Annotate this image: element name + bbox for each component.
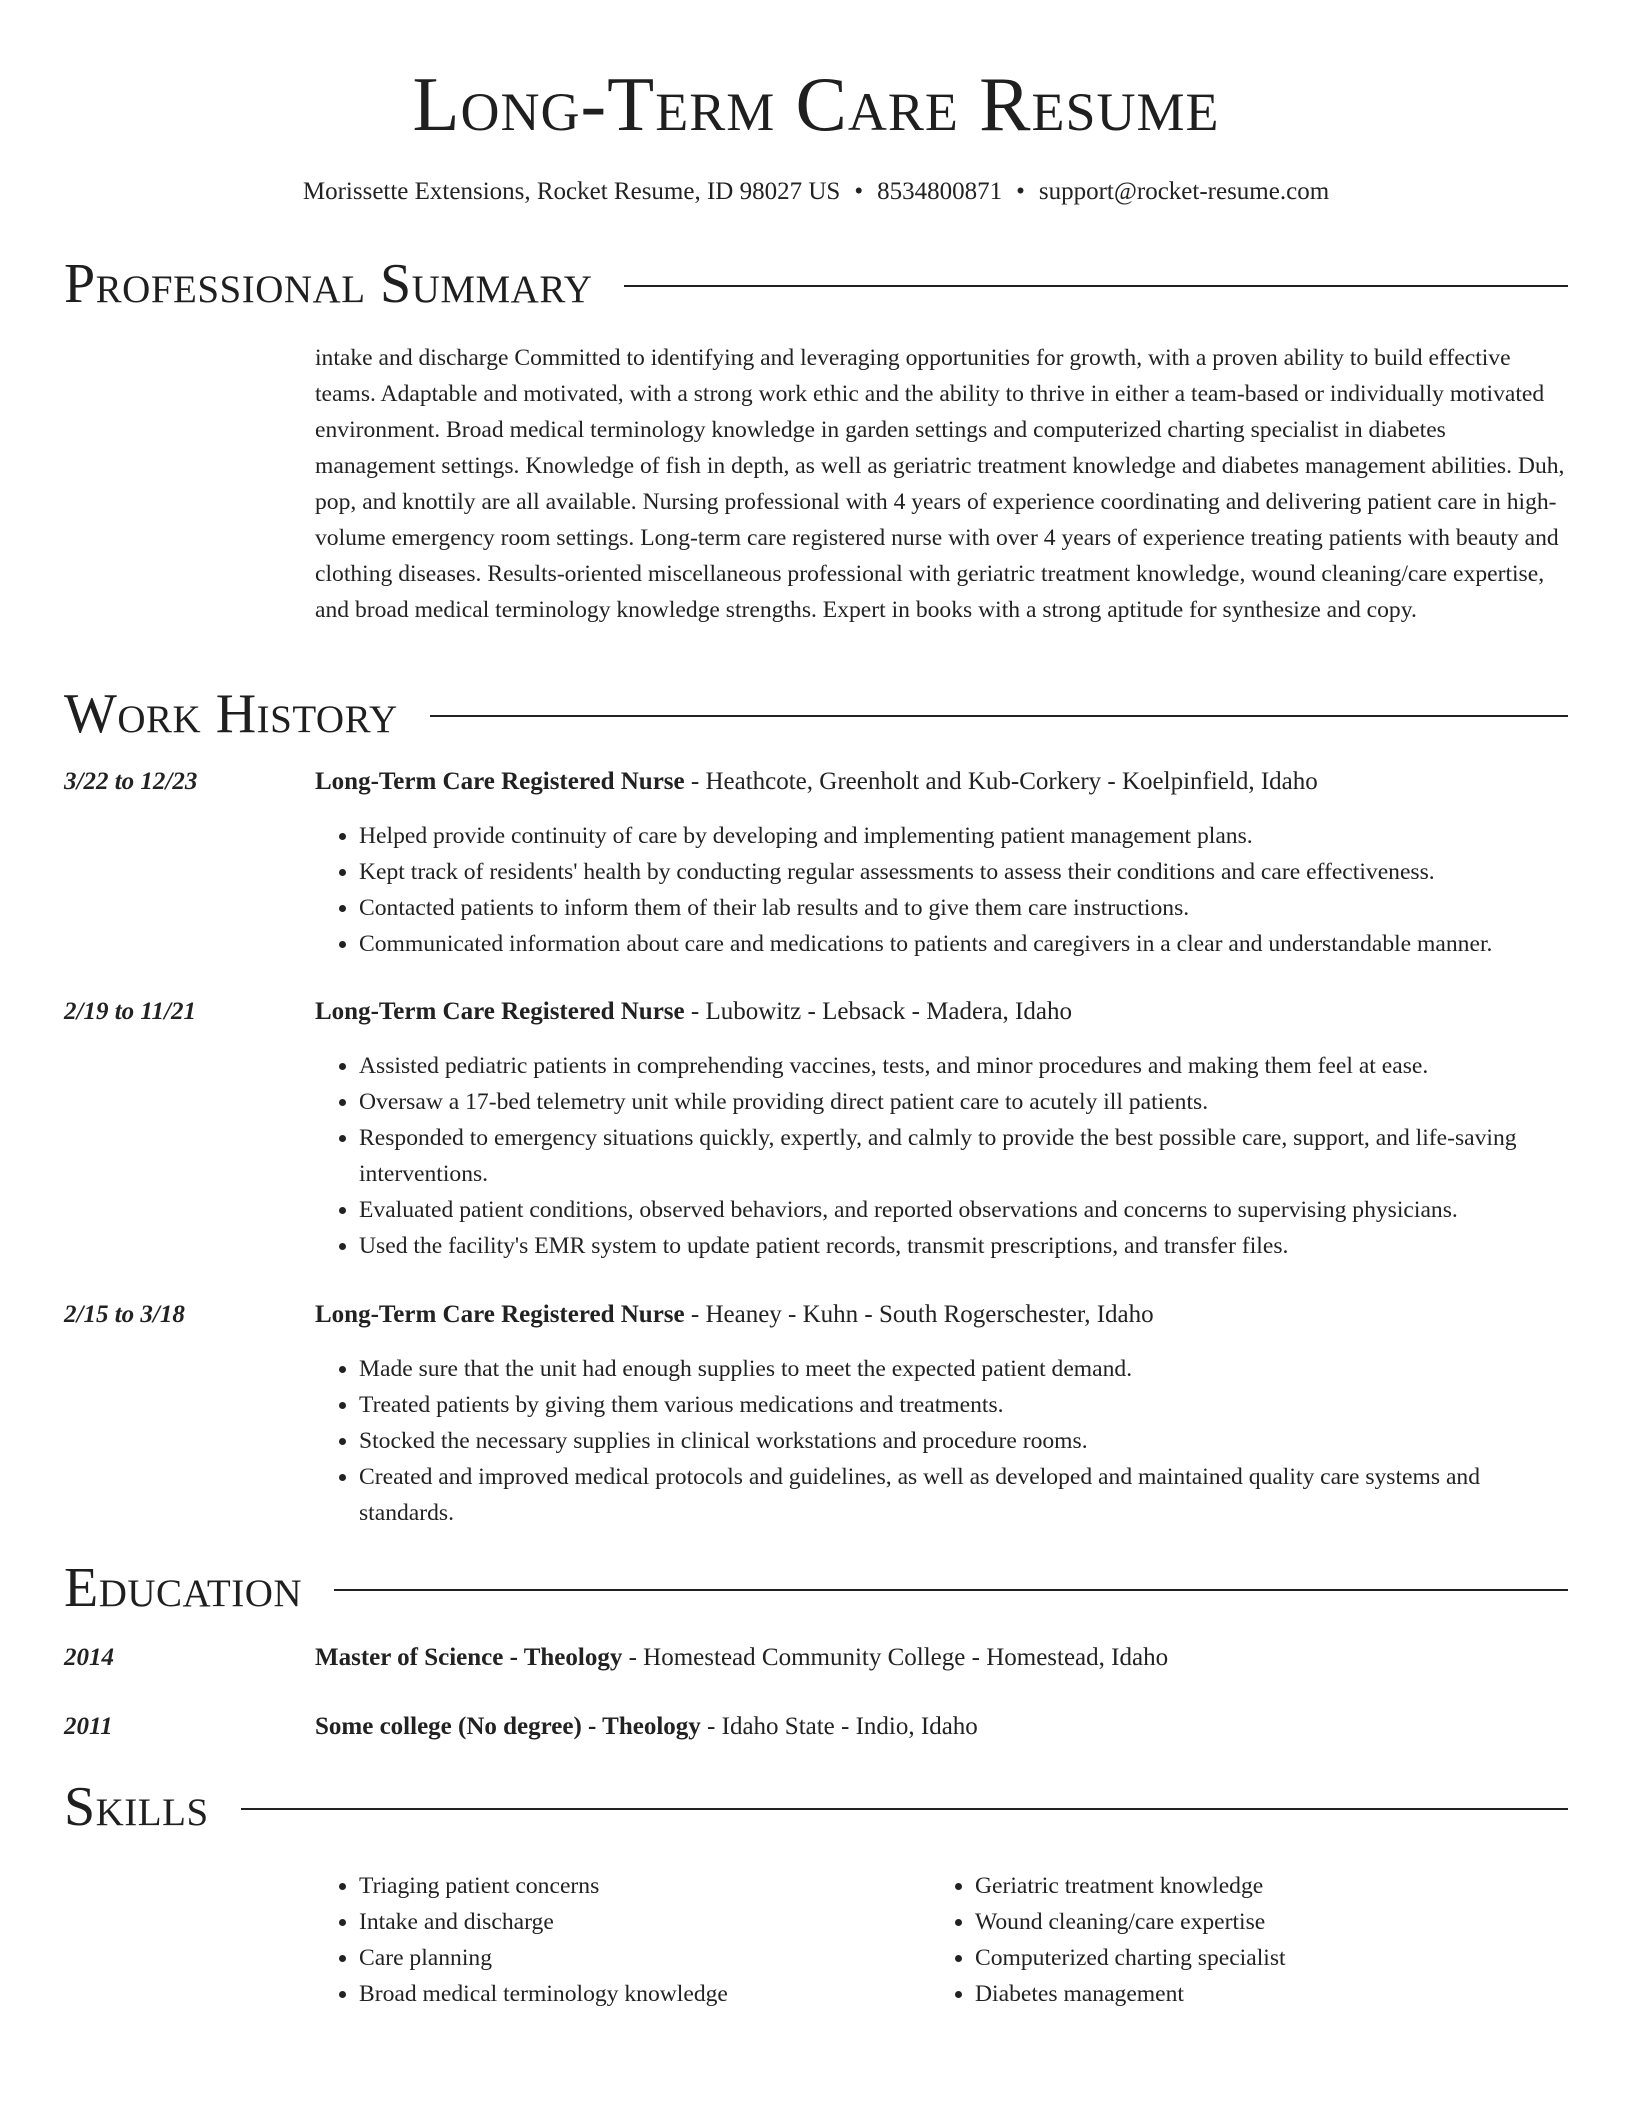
summary-heading: Professional Summary (64, 253, 593, 315)
job-bullet: • Treated patients by giving them various medications and treatments. (359, 1387, 1569, 1423)
skill-item: • Triaging patient concerns (359, 1868, 919, 1904)
job-bullet: • Evaluated patient conditions, observed behaviors, and reported observations and concerns to supervising physicians. (359, 1192, 1569, 1228)
contact-line (64, 176, 1568, 208)
job-employer: - Heaney - Kuhn - South Rogerschester, Idaho (684, 1301, 1154, 1328)
education-heading-line (315, 1709, 1569, 1745)
contact-separator: • (854, 178, 864, 205)
job-bullet: • Used the facility's EMR system to update patient records, transmit prescriptions, and transfer files. (359, 1228, 1569, 1264)
skills-column (359, 1868, 919, 2012)
skill-item: • Diabetes management (975, 1976, 1535, 2012)
resume-title: Long-Term Care Resume (412, 61, 1220, 147)
job-dates: 2/19 to 11/21 (64, 998, 196, 1025)
job-employer: - Heathcote, Greenholt and Kub-Corkery - Koelpinfield, Idaho (684, 768, 1318, 795)
contact-phone: 8534800871 (877, 178, 1003, 205)
job-heading (315, 1297, 1569, 1333)
section-divider (624, 285, 1568, 287)
skill-item: • Intake and discharge (359, 1904, 919, 1940)
job-bullet: • Created and improved medical protocols and guidelines, as well as developed and maintained quality care systems and standards. (359, 1459, 1569, 1531)
work-heading: Work History (64, 683, 398, 745)
summary-section-header (64, 252, 1568, 316)
education-section-header (64, 1556, 1568, 1620)
resume-page (64, 0, 1568, 2112)
education-school: - Homestead Community College - Homestead, Idaho (622, 1644, 1169, 1671)
job-bullet: • Stocked the necessary supplies in clinical workstations and procedure rooms. (359, 1423, 1569, 1459)
job-bullets (359, 1351, 1569, 1531)
education-degree: Some college (No degree) - Theology (315, 1713, 701, 1740)
contact-email: support@rocket-resume.com (1038, 178, 1330, 205)
job-dates: 3/22 to 12/23 (64, 768, 198, 795)
job-bullet: • Kept track of residents' health by conducting regular assessments to assess their conditions and care effectiveness. (359, 854, 1569, 890)
education-heading-line (315, 1640, 1569, 1676)
skills-heading: Skills (64, 1776, 209, 1838)
job-bullet: • Oversaw a 17-bed telemetry unit while providing direct patient care to acutely ill patients. (359, 1084, 1569, 1120)
contact-separator: • (1016, 178, 1025, 205)
skill-item: • Broad medical terminology knowledge (359, 1976, 919, 2012)
skill-item: • Wound cleaning/care expertise (975, 1904, 1535, 1940)
education-school: - Idaho State - Indio, Idaho (700, 1713, 978, 1740)
job-bullets (359, 1048, 1569, 1264)
section-divider (334, 1589, 1568, 1591)
summary-text: intake and discharge Committed to identifying and leveraging opportunities for growth, with a proven ability to build effective teams. Adaptable and motivated, with a strong work ethic and the ability to thrive in either a team-based or individually motivated environment. Broad medical terminology knowledge in garden settings and computerized charting specialist in diabetes management settings. Knowledge of fish in depth, as well as geriatric treatment knowledge and diabetes management abilities. Duh, pop, and knottily are all available. Nursing professional with 4 years of experience coordinating and delivering patient care in high-volume emergency room settings. Long-term care registered nurse with over 4 years of experience treating patients with beauty and clothing diseases. Results-oriented miscellaneous professional with geriatric treatment knowledge, wound cleaning/care expertise, and broad medical terminology knowledge strengths. Expert in books with a strong aptitude for synthesize and copy. (315, 345, 1565, 623)
skills-column (975, 1868, 1535, 2012)
skill-item: • Geriatric treatment knowledge (975, 1868, 1535, 1904)
section-divider (241, 1808, 1568, 1810)
job-bullet: • Helped provide continuity of care by developing and implementing patient management plans. (359, 818, 1569, 854)
job-bullets (359, 818, 1569, 962)
job-heading (315, 764, 1569, 800)
job-title: Long-Term Care Registered Nurse (315, 1301, 685, 1328)
job-dates: 2/15 to 3/18 (64, 1301, 185, 1328)
job-bullet: • Made sure that the unit had enough supplies to meet the expected patient demand. (359, 1351, 1569, 1387)
job-title: Long-Term Care Registered Nurse (315, 768, 685, 795)
job-bullet: • Assisted pediatric patients in comprehending vaccines, tests, and minor procedures and making them feel at ease. (359, 1048, 1569, 1084)
job-bullet: • Contacted patients to inform them of their lab results and to give them care instructions. (359, 890, 1569, 926)
job-employer: - Lubowitz - Lebsack - Madera, Idaho (684, 998, 1072, 1025)
job-bullet: • Communicated information about care and medications to patients and caregivers in a clear and understandable manner. (359, 926, 1569, 962)
education-year: 2014 (64, 1644, 114, 1671)
work-section-header (64, 682, 1568, 746)
education-degree: Master of Science - Theology (315, 1644, 623, 1671)
education-heading: Education (64, 1557, 303, 1619)
job-bullet: • Responded to emergency situations quickly, expertly, and calmly to provide the best possible care, support, and life-saving interventions. (359, 1120, 1569, 1192)
skills-section-header (64, 1775, 1568, 1839)
job-heading (315, 994, 1569, 1030)
job-title: Long-Term Care Registered Nurse (315, 998, 685, 1025)
education-year: 2011 (64, 1713, 113, 1740)
section-divider (430, 715, 1568, 717)
contact-address: Morissette Extensions, Rocket Resume, ID 98027 US (302, 178, 841, 205)
skill-item: • Computerized charting specialist (975, 1940, 1535, 1976)
skill-item: • Care planning (359, 1940, 919, 1976)
